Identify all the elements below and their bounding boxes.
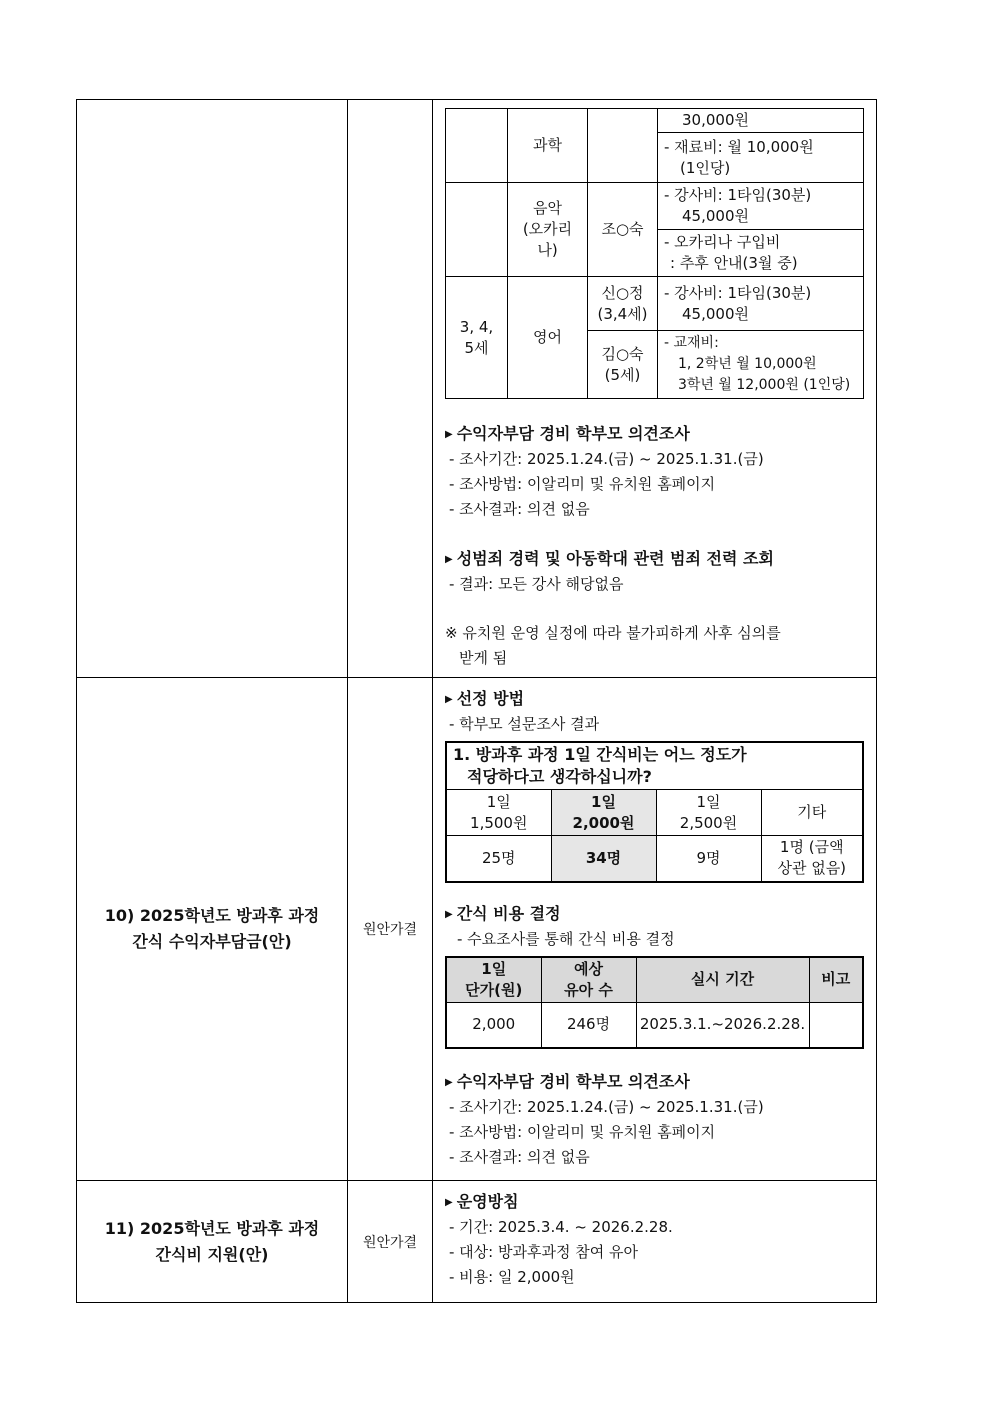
list-item: - 기간: 2025.3.4. ~ 2026.2.28. bbox=[449, 1218, 673, 1236]
cost-header: 실시 기간 bbox=[636, 957, 809, 1003]
survey-question: 1. 방과후 과정 1일 간식비는 어느 정도가 적당하다고 생각하십니까? bbox=[446, 742, 863, 790]
option-count: 9명 bbox=[656, 836, 761, 882]
agenda-title: 10) 2025학년도 방과후 과정 간식 수익자부담금(안) bbox=[77, 678, 348, 1181]
content-cell bbox=[433, 100, 877, 678]
note-text: ※ 유치원 운영 실정에 따라 불가피하게 사후 심의를 bbox=[445, 624, 781, 642]
list-item: - 조사결과: 의견 없음 bbox=[449, 500, 590, 518]
list-item: - 조사방법: 이알리미 및 유치원 홈페이지 bbox=[449, 475, 716, 493]
program-teacher-empty bbox=[588, 109, 658, 183]
list-item: - 조사결과: 의견 없음 bbox=[449, 1148, 590, 1166]
section-title: ▶ 수익자부담 경비 학부모 의견조사 bbox=[445, 1072, 690, 1091]
triangle-bullet-icon: ▶ bbox=[445, 429, 453, 440]
option-label: 1일 2,000원 bbox=[551, 790, 656, 836]
triangle-bullet-icon: ▶ bbox=[445, 1077, 453, 1088]
program-cost: - 강사비: 1타임(30분) 45,000원 bbox=[658, 277, 864, 331]
section-title: ▶ 수익자부담 경비 학부모 의견조사 bbox=[445, 424, 690, 443]
cost-header: 1일 단가(원) bbox=[446, 957, 541, 1003]
agenda-cell-empty bbox=[77, 100, 348, 678]
list-item: - 조사기간: 2025.1.24.(금) ~ 2025.1.31.(금) bbox=[449, 1098, 764, 1116]
result-text: 원안가결 bbox=[348, 1181, 433, 1303]
agenda-row-continued bbox=[77, 100, 877, 678]
program-cost: - 재료비: 월 10,000원 (1인당) bbox=[658, 133, 864, 183]
cost-cell: 246명 bbox=[541, 1002, 636, 1048]
survey-table bbox=[445, 741, 864, 883]
triangle-bullet-icon: ▶ bbox=[445, 694, 453, 705]
cost-table bbox=[445, 956, 864, 1050]
list-item: - 조사방법: 이알리미 및 유치원 홈페이지 bbox=[449, 1123, 716, 1141]
section-title: ▶ 선정 방법 bbox=[445, 689, 525, 708]
section-title: ▶ 성범죄 경력 및 아동학대 관련 범죄 전력 조회 bbox=[445, 549, 774, 568]
content-cell bbox=[433, 678, 877, 1181]
program-subject: 과학 bbox=[508, 109, 588, 183]
note-text: 받게 됨 bbox=[459, 649, 508, 667]
program-cost: - 강사비: 1타임(30분) 45,000원 bbox=[658, 183, 864, 230]
result-cell-empty bbox=[348, 100, 433, 678]
list-item: - 결과: 모든 강사 해당없음 bbox=[449, 575, 624, 593]
section-title: ▶ 간식 비용 결정 bbox=[445, 903, 561, 923]
program-table bbox=[445, 108, 864, 399]
program-subject: 음악 (오카리 나) bbox=[508, 183, 588, 277]
cost-header: 비고 bbox=[809, 957, 863, 1003]
program-teacher: 김○숙 (5세) bbox=[588, 331, 658, 399]
program-age-cell-empty bbox=[446, 109, 508, 183]
section-title: ▶ 운영방침 bbox=[445, 1192, 519, 1211]
option-count: 1명 (금액 상관 없음) bbox=[761, 836, 863, 882]
option-label: 1일 2,500원 bbox=[656, 790, 761, 836]
program-cost: 30,000원 bbox=[658, 109, 864, 133]
option-count: 34명 bbox=[551, 836, 656, 882]
program-age-cell-empty bbox=[446, 183, 508, 277]
cost-cell: 2,000 bbox=[446, 1002, 541, 1048]
agenda-title: 11) 2025학년도 방과후 과정 간식비 지원(안) bbox=[77, 1181, 348, 1303]
program-teacher: 조○숙 bbox=[588, 183, 658, 277]
cost-header: 예상 유아 수 bbox=[541, 957, 636, 1003]
triangle-bullet-icon: ▶ bbox=[445, 554, 453, 565]
list-item: - 조사기간: 2025.1.24.(금) ~ 2025.1.31.(금) bbox=[449, 450, 764, 468]
program-cost: - 오카리나 구입비 : 추후 안내(3월 중) bbox=[658, 230, 864, 277]
triangle-bullet-icon: ▶ bbox=[445, 908, 453, 920]
list-item: - 대상: 방과후과정 참여 유아 bbox=[449, 1243, 638, 1261]
program-teacher: 신○정 (3,4세) bbox=[588, 277, 658, 331]
cost-cell: 2025.3.1.~2026.2.28. bbox=[636, 1002, 809, 1048]
agenda-row-10 bbox=[77, 678, 877, 1181]
list-item: - 수요조사를 통해 간식 비용 결정 bbox=[457, 929, 675, 948]
option-label: 기타 bbox=[761, 790, 863, 836]
program-cost: - 교재비: 1, 2학년 월 10,000원 3학년 월 12,000원 (1인당) bbox=[658, 331, 864, 399]
result-text: 원안가결 bbox=[348, 678, 433, 1181]
cost-cell bbox=[809, 1002, 863, 1048]
content-cell bbox=[433, 1181, 877, 1303]
list-item: - 학부모 설문조사 결과 bbox=[449, 715, 600, 733]
minutes-table bbox=[76, 99, 877, 1303]
triangle-bullet-icon: ▶ bbox=[445, 1197, 453, 1208]
list-item: - 비용: 일 2,000원 bbox=[449, 1268, 575, 1286]
agenda-row-11 bbox=[77, 1181, 877, 1303]
program-age: 3, 4, 5세 bbox=[446, 277, 508, 399]
program-subject: 영어 bbox=[508, 277, 588, 399]
option-label: 1일 1,500원 bbox=[446, 790, 551, 836]
option-count: 25명 bbox=[446, 836, 551, 882]
